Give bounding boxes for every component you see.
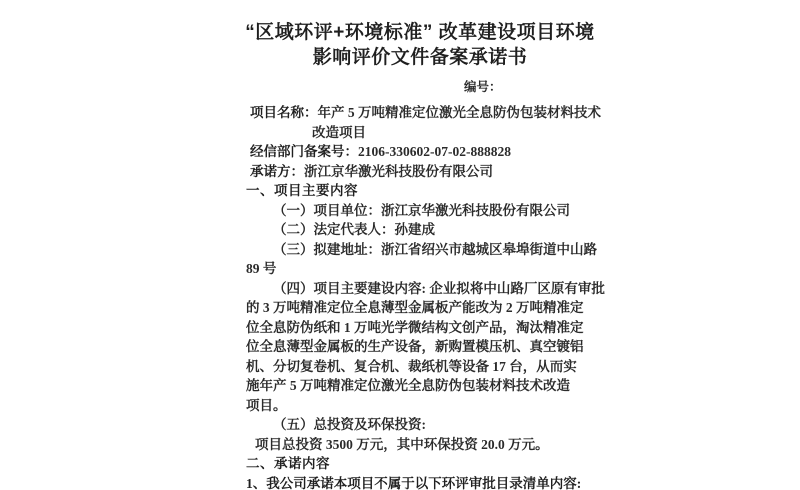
section-1-heading: 一、项目主要内容 <box>246 183 358 198</box>
section-1-item-4-line-3: 位全息防伪纸和 1 万吨光学微结构文创产品，淘汰精准定 <box>246 319 584 335</box>
serial-number-label: 编号： <box>464 80 502 94</box>
promisor-line <box>246 162 636 182</box>
promisor-value: 浙江京华激光科技股份有限公司 <box>304 163 493 179</box>
section-1-item-4-line-1: （四）项目主要建设内容: 企业拟将中山路厂区原有审批 <box>273 280 605 296</box>
section-1-item-3-line-1: （三）拟建地址：浙江省绍兴市越城区皋埠街道中山路 <box>273 241 597 257</box>
promisor-label: 承诺方： <box>250 163 304 179</box>
document-title-line-2: 影响评价文件备案承诺书 <box>312 47 528 68</box>
section-1-item-4-line-4: 位全息薄型金属板的生产设备，新购置模压机、真空镀铝 <box>246 339 584 354</box>
section-1-item-4-line-7: 项目。 <box>246 397 287 413</box>
section-1-item-1: （一）项目单位：浙江京华激光科技股份有限公司 <box>273 202 570 218</box>
section-1-item-2: （二）法定代表人：孙建成 <box>273 222 435 237</box>
project-name-line-1 <box>246 103 636 123</box>
section-1-item-4-line-2: 的 3 万吨精准定位全息薄型金属板产能改为 2 万吨精准定 <box>246 300 584 315</box>
document-title-line-1: “区域环评+环境标准” 改革建设项目环境 <box>245 22 595 43</box>
project-name-label: 项目名称： <box>250 105 318 120</box>
section-1-item-4-line-6: 施年产 5 万吨精准定位激光全息防伪包装材料技术改造 <box>246 378 570 393</box>
document-body <box>246 103 636 490</box>
section-1-item-4-line-5: 机、分切复卷机、复合机、裁纸机等设备 17 台，从而实 <box>246 358 577 374</box>
section-1-item-5-value: 项目总投资 3500 万元，其中环保投资 20.0 万元。 <box>255 436 549 452</box>
section-2-heading: 二、承诺内容 <box>246 456 330 471</box>
section-2-item-1: 1、我公司承诺本项目不属于以下环评审批目录清单内容: <box>246 475 582 490</box>
record-number-value: 2106-330602-07-02-888828 <box>358 144 511 159</box>
record-number-label: 经信部门备案号： <box>250 144 358 159</box>
section-1-item-5-label: （五）总投资及环保投资: <box>273 417 426 432</box>
record-number-line <box>246 142 636 162</box>
document-title <box>170 20 670 70</box>
section-1-item-3-line-2: 89 号 <box>246 261 277 276</box>
project-name-value: 年产 5 万吨精准定位激光全息防伪包装材料技术 <box>317 105 601 120</box>
project-name-line-2: 改造项目 <box>312 124 366 140</box>
